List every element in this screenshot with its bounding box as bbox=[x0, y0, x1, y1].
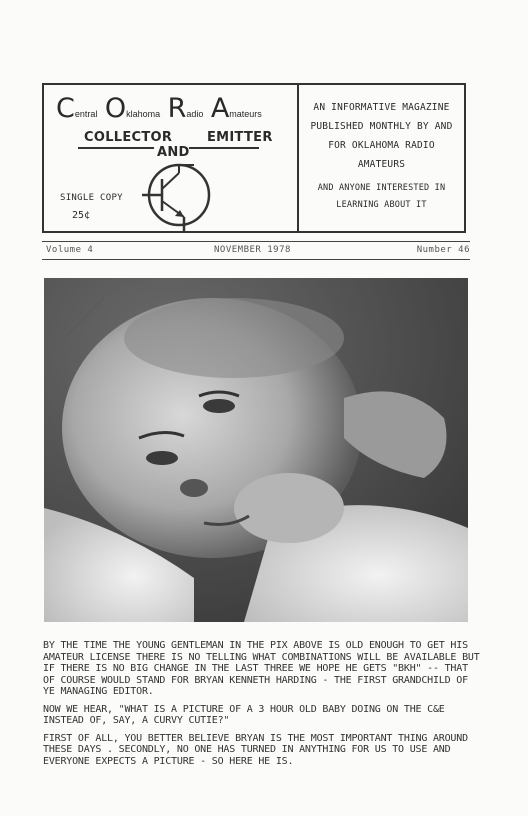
org-word-central: entral bbox=[74, 109, 98, 119]
title-collector: COLLECTOR bbox=[84, 130, 173, 145]
description-line-6: LEARNING ABOUT IT bbox=[336, 200, 427, 210]
description-line-2: PUBLISHED MONTHLY BY AND bbox=[310, 121, 453, 132]
org-initial-r: R bbox=[167, 93, 187, 124]
article-paragraph-1: BY THE TIME THE YOUNG GENTLEMAN IN THE PIX ABOVE IS OLD ENOUGH TO GET HIS AMATEUR LICENSE THERE IS NO TELLING WHAT COMBINATIONS WILL BE AVAILABLE BUT IF THERE IS NO BIG CHANGE IN THE LAST THREE WE HOPE HE GETS "BKH" -- THAT OF COURSE WOULD STAND FOR BRYAN KENNETH HARDING - THE FIRST GRANDCHILD OF YE MANAGING EDITOR. bbox=[43, 640, 480, 697]
masthead-logo-panel bbox=[44, 85, 299, 231]
issue-number: Number 46 bbox=[416, 245, 470, 255]
org-word-amateurs: mateurs bbox=[229, 109, 262, 119]
description-line-3: FOR OKLAHOMA RADIO bbox=[328, 140, 435, 151]
baby-photo bbox=[44, 278, 468, 622]
article-paragraph-3: FIRST OF ALL, YOU BETTER BELIEVE BRYAN IS THE MOST IMPORTANT THING AROUND THESE DAYS . SECONDLY, NO ONE HAS TURNED IN ANYTHING FOR US TO USE AND EVERYONE EXPECTS A PICTURE - SO HERE HE IS. bbox=[43, 732, 468, 767]
article-text bbox=[43, 640, 483, 773]
org-initial-a: A bbox=[210, 93, 230, 124]
org-initial-c: C bbox=[56, 93, 75, 124]
org-initial-o: O bbox=[104, 93, 127, 124]
issue-bar bbox=[42, 241, 470, 260]
masthead bbox=[42, 83, 466, 233]
volume-label: Volume 4 bbox=[46, 245, 94, 255]
org-word-oklahoma: klahoma bbox=[126, 109, 161, 119]
description-line-1: AN INFORMATIVE MAGAZINE bbox=[313, 102, 450, 113]
article-paragraph-2: NOW WE HEAR, "WHAT IS A PICTURE OF A 3 HOUR OLD BABY DOING ON THE C&E INSTEAD OF, SAY, A CURVY CUTIE?" bbox=[43, 703, 445, 726]
title-and: AND bbox=[157, 145, 190, 160]
title-emitter: EMITTER bbox=[207, 130, 273, 145]
masthead-description bbox=[299, 85, 464, 231]
org-word-radio: adio bbox=[186, 109, 204, 119]
issue-date: NOVEMBER 1978 bbox=[214, 245, 291, 255]
price-label: 25¢ bbox=[72, 210, 91, 221]
description-line-4: AMATEURS bbox=[357, 159, 406, 170]
description-line-5: AND ANYONE INTERESTED IN bbox=[317, 183, 446, 193]
single-copy-label: SINGLE COPY bbox=[60, 193, 123, 203]
